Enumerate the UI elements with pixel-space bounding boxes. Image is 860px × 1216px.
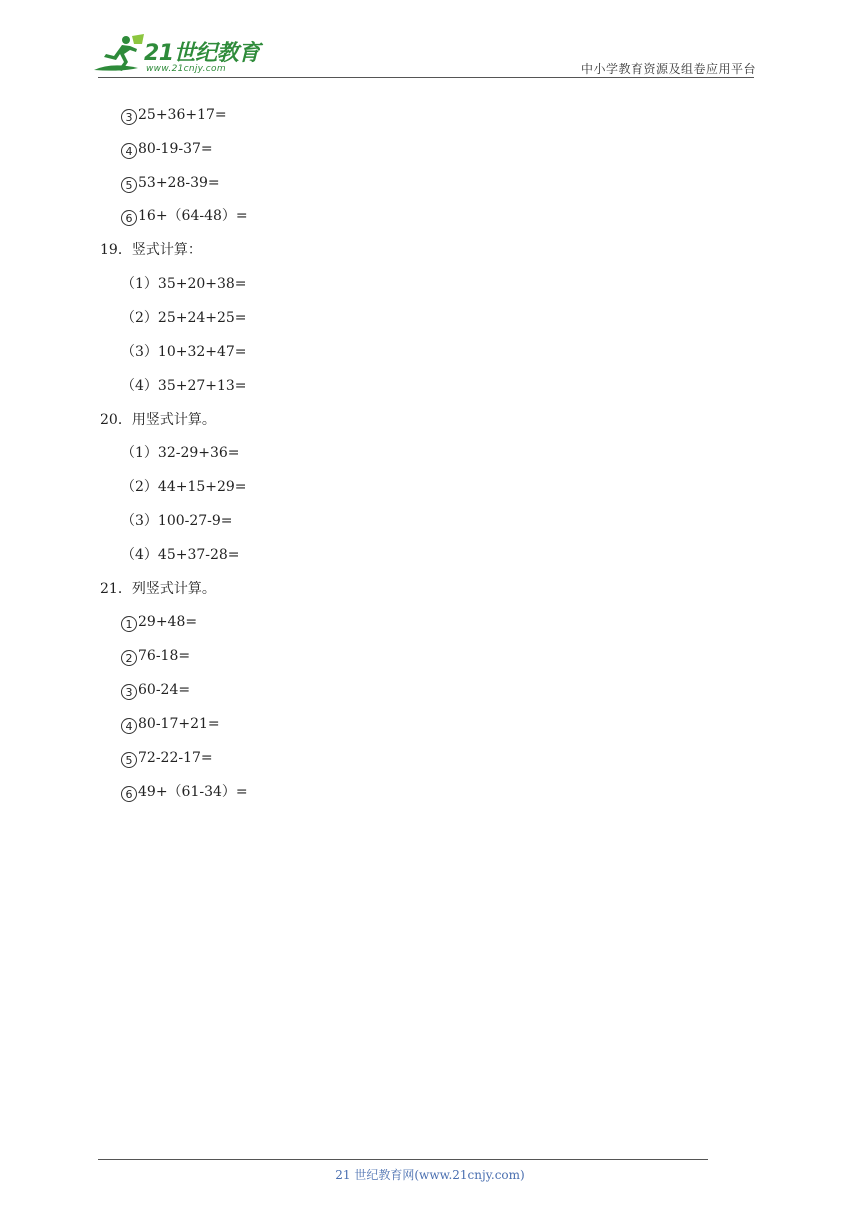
list-item xyxy=(121,681,190,700)
list-item: （4）35+27+13= xyxy=(121,378,247,394)
item-number: 4 xyxy=(121,718,137,734)
question-title: 21．列竖式计算。 xyxy=(100,581,216,597)
list-item xyxy=(121,207,248,226)
item-number: 1 xyxy=(121,616,137,632)
list-item xyxy=(121,140,213,159)
list-item xyxy=(121,174,220,193)
item-expression: 16+（64-48）= xyxy=(138,208,248,224)
item-expression: 60-24= xyxy=(138,682,191,698)
item-expression: 76-18= xyxy=(138,648,191,664)
item-expression: 29+48= xyxy=(138,614,198,630)
item-number: 6 xyxy=(121,786,137,802)
list-item: （3）100-27-9= xyxy=(121,513,233,529)
item-expression: 80-17+21= xyxy=(138,716,220,732)
logo-title: 21世纪教育 xyxy=(144,41,260,66)
list-item xyxy=(121,647,190,666)
item-expression: 25+36+17= xyxy=(138,107,227,123)
item-number: 3 xyxy=(121,684,137,700)
site-logo xyxy=(92,32,262,78)
item-number: 5 xyxy=(121,177,137,193)
list-item xyxy=(121,749,213,768)
list-item: （4）45+37-28= xyxy=(121,547,240,563)
header-tagline: 中小学教育资源及组卷应用平台 xyxy=(580,62,756,76)
list-item xyxy=(121,715,220,734)
footer-link[interactable]: 21 世纪教育网(www.21cnjy.com) xyxy=(335,1168,525,1182)
item-number: 3 xyxy=(121,109,137,125)
item-expression: 72-22-17= xyxy=(138,750,213,766)
list-item: （1）35+20+38= xyxy=(121,276,247,292)
list-item xyxy=(121,783,248,802)
list-item: （3）10+32+47= xyxy=(121,344,247,360)
page-header xyxy=(0,0,860,80)
item-expression: 80-19-37= xyxy=(138,141,213,157)
item-expression: 53+28-39= xyxy=(138,175,220,191)
item-number: 4 xyxy=(121,143,137,159)
item-number: 2 xyxy=(121,650,137,666)
item-number: 6 xyxy=(121,210,137,226)
item-expression: 49+（61-34）= xyxy=(138,784,248,800)
list-item: （2）44+15+29= xyxy=(121,479,247,495)
list-item: （1）32-29+36= xyxy=(121,445,240,461)
question-title: 20．用竖式计算。 xyxy=(100,412,216,428)
list-item xyxy=(121,106,227,125)
item-number: 5 xyxy=(121,752,137,768)
footer-divider xyxy=(98,1159,708,1160)
list-item: （2）25+24+25= xyxy=(121,310,247,326)
header-divider xyxy=(98,77,754,78)
logo-url: www.21cnjy.com xyxy=(146,64,226,74)
question-title: 19．竖式计算： xyxy=(100,242,202,258)
list-item xyxy=(121,613,197,632)
runner-logo-icon xyxy=(92,32,148,78)
